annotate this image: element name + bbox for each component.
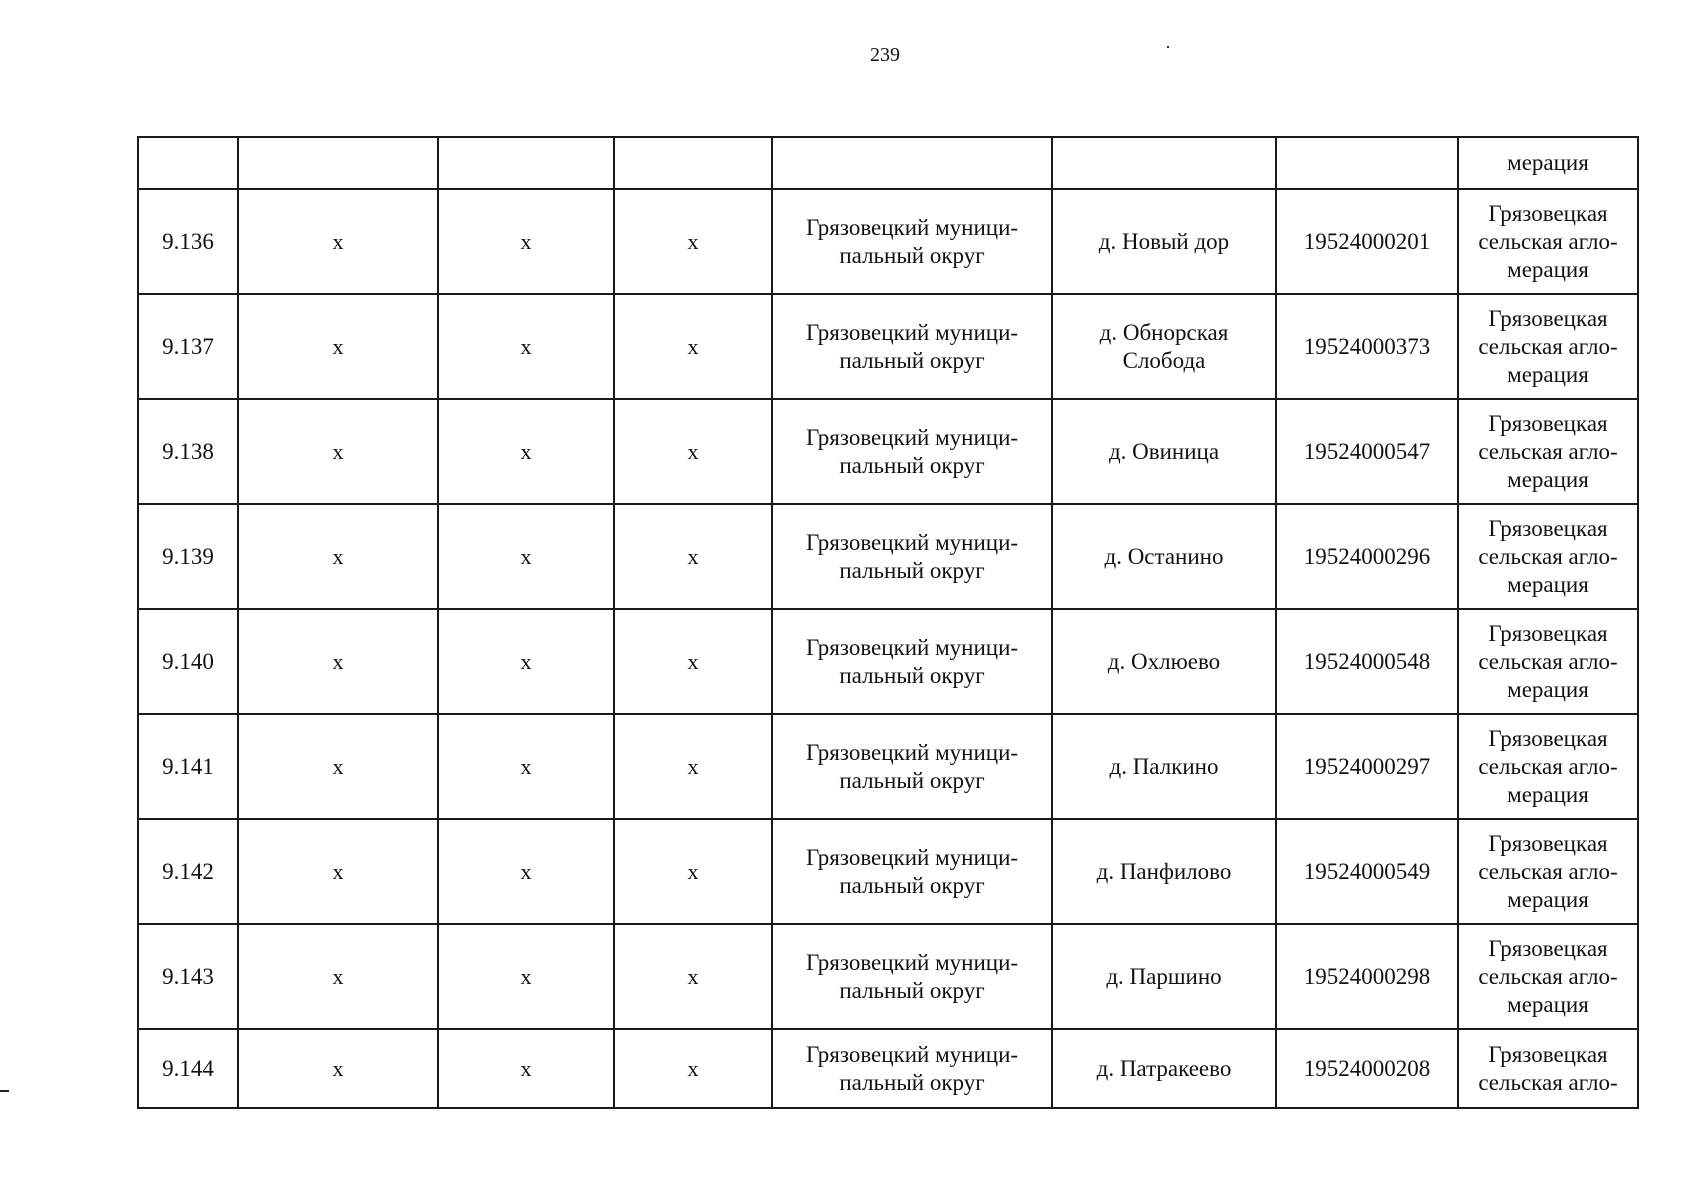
table-row [138, 924, 1638, 1029]
district-cell: Грязовецкий муници- пальный округ [772, 399, 1052, 504]
agglomeration-cell: Грязовецкая сельская агло- мерация [1458, 714, 1638, 819]
table-row [138, 1029, 1638, 1108]
table-row [138, 819, 1638, 924]
x-cell: x [614, 189, 772, 294]
x-cell: x [614, 294, 772, 399]
table-row [138, 399, 1638, 504]
district-cell: Грязовецкий муници- пальный округ [772, 714, 1052, 819]
oktmo-code-cell: 19524000549 [1276, 819, 1458, 924]
table-row [138, 714, 1638, 819]
row-number-cell: 9.136 [138, 189, 238, 294]
x-cell: x [238, 504, 438, 609]
agglomeration-cell: Грязовецкая сельская агло- мерация [1458, 294, 1638, 399]
oktmo-code-cell: 19524000296 [1276, 504, 1458, 609]
settlement-cell: д. Овиница [1052, 399, 1276, 504]
table-cell [138, 137, 238, 189]
x-cell: x [238, 294, 438, 399]
row-number-cell: 9.137 [138, 294, 238, 399]
table-cell [238, 137, 438, 189]
row-number-cell: 9.139 [138, 504, 238, 609]
x-cell: x [438, 714, 614, 819]
agglomeration-cell: Грязовецкая сельская агло- мерация [1458, 609, 1638, 714]
x-cell: x [614, 504, 772, 609]
row-number-cell: 9.143 [138, 924, 238, 1029]
x-cell: x [438, 609, 614, 714]
x-cell: x [438, 399, 614, 504]
settlement-cell: д. Палкино [1052, 714, 1276, 819]
x-cell: x [438, 1029, 614, 1108]
scan-dot [1167, 46, 1169, 48]
oktmo-code-cell: 19524000548 [1276, 609, 1458, 714]
x-cell: x [238, 1029, 438, 1108]
district-cell: Грязовецкий муници- пальный округ [772, 924, 1052, 1029]
district-cell: Грязовецкий муници- пальный округ [772, 189, 1052, 294]
agglomeration-cell: Грязовецкая сельская агло- мерация [1458, 189, 1638, 294]
settlement-cell: д. Паршино [1052, 924, 1276, 1029]
x-cell: x [238, 399, 438, 504]
table-cell [614, 137, 772, 189]
row-number-cell: 9.140 [138, 609, 238, 714]
row-number-cell: 9.144 [138, 1029, 238, 1108]
settlement-cell: д. Останино [1052, 504, 1276, 609]
agglomeration-cell: Грязовецкая сельская агло- мерация [1458, 399, 1638, 504]
table-cell: мерация [1458, 137, 1638, 189]
row-number-cell: 9.138 [138, 399, 238, 504]
x-cell: x [238, 819, 438, 924]
oktmo-code-cell: 19524000297 [1276, 714, 1458, 819]
district-cell: Грязовецкий муници- пальный округ [772, 609, 1052, 714]
x-cell: x [614, 714, 772, 819]
oktmo-code-cell: 19524000373 [1276, 294, 1458, 399]
row-number-cell: 9.141 [138, 714, 238, 819]
x-cell: x [238, 189, 438, 294]
row-number-cell: 9.142 [138, 819, 238, 924]
x-cell: x [438, 504, 614, 609]
x-cell: x [238, 714, 438, 819]
scan-dash [0, 1090, 9, 1092]
settlement-cell: д. Панфилово [1052, 819, 1276, 924]
table-row [138, 294, 1638, 399]
table-row-continuation [138, 137, 1638, 189]
agglomeration-cell: Грязовецкая сельская агло- [1458, 1029, 1638, 1108]
oktmo-code-cell: 19524000201 [1276, 189, 1458, 294]
table-row [138, 609, 1638, 714]
district-cell: Грязовецкий муници- пальный округ [772, 294, 1052, 399]
oktmo-code-cell: 19524000298 [1276, 924, 1458, 1029]
table-row [138, 504, 1638, 609]
table-cell [438, 137, 614, 189]
table-row [138, 189, 1638, 294]
district-cell: Грязовецкий муници- пальный округ [772, 819, 1052, 924]
agglomeration-cell: Грязовецкая сельская агло- мерация [1458, 924, 1638, 1029]
settlement-cell: д. Обнорская Слобода [1052, 294, 1276, 399]
oktmo-code-cell: 19524000208 [1276, 1029, 1458, 1108]
x-cell: x [614, 609, 772, 714]
agglomeration-cell: Грязовецкая сельская агло- мерация [1458, 504, 1638, 609]
settlements-table [137, 136, 1639, 1109]
settlement-cell: д. Охлюево [1052, 609, 1276, 714]
settlement-cell: д. Новый дор [1052, 189, 1276, 294]
x-cell: x [438, 924, 614, 1029]
x-cell: x [614, 1029, 772, 1108]
table-cell [772, 137, 1052, 189]
x-cell: x [238, 609, 438, 714]
table-cell [1052, 137, 1276, 189]
oktmo-code-cell: 19524000547 [1276, 399, 1458, 504]
x-cell: x [614, 924, 772, 1029]
district-cell: Грязовецкий муници- пальный округ [772, 504, 1052, 609]
x-cell: x [438, 189, 614, 294]
page-number: 239 [870, 44, 900, 66]
settlement-cell: д. Патракеево [1052, 1029, 1276, 1108]
district-cell: Грязовецкий муници- пальный округ [772, 1029, 1052, 1108]
x-cell: x [614, 399, 772, 504]
x-cell: x [438, 294, 614, 399]
x-cell: x [238, 924, 438, 1029]
table-cell [1276, 137, 1458, 189]
x-cell: x [438, 819, 614, 924]
x-cell: x [614, 819, 772, 924]
agglomeration-cell: Грязовецкая сельская агло- мерация [1458, 819, 1638, 924]
